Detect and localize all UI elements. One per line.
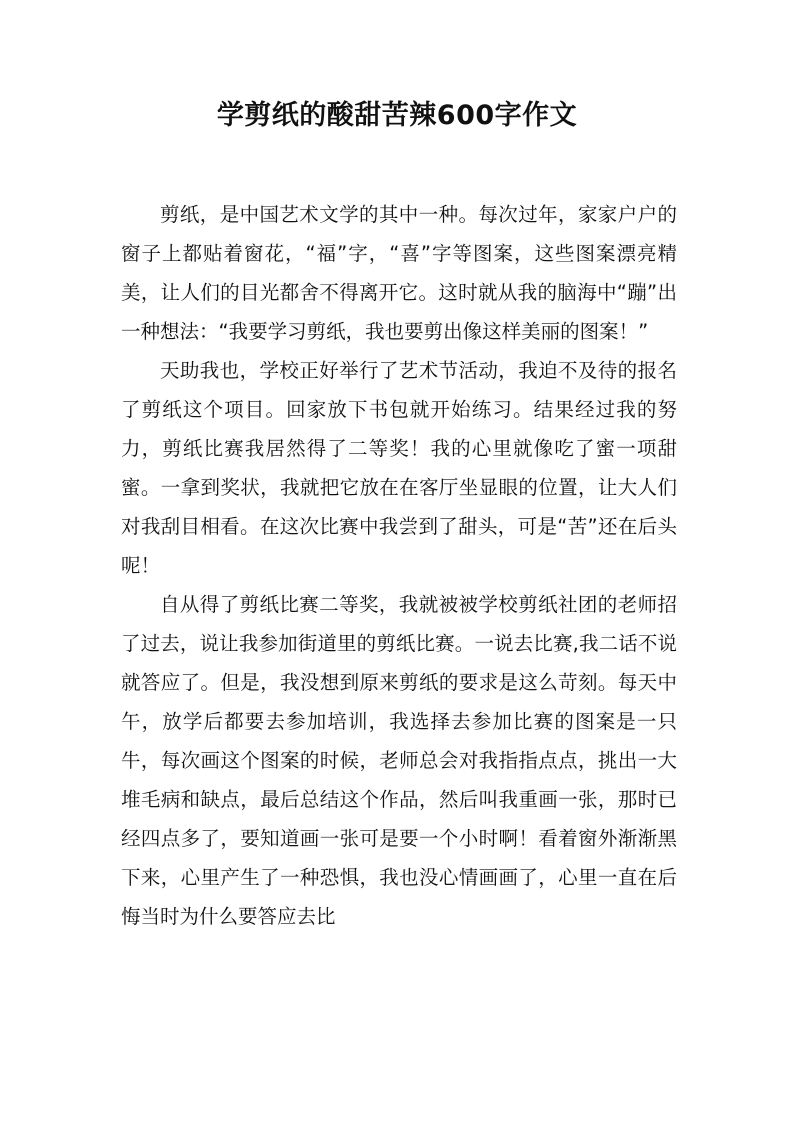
document-body — [121, 195, 677, 936]
paragraph-3: 自从得了剪纸比赛二等奖，我就被被学校剪纸社团的老师招了过去，说让我参加街道里的剪纸比赛。一说去比赛,我二话不说就答应了。但是，我没想到原来剪纸的要求是这么苛刻。每天中午，放学后都要去参加培训，我选择去参加比赛的图案是一只牛，每次画这个图案的时候，老师总会对我指指点点，挑出一大堆毛病和缺点，最后总结这个作品，然后叫我重画一张，那时已经四点多了，要知道画一张可是要一个小时啊！看着窗外渐渐黑下来，心里产生了一种恐惧，我也没心情画画了，心里一直在后悔当时为什么要答应去比 — [121, 593, 677, 928]
paragraph-1: 剪纸，是中国艺术文学的其中一种。每次过年，家家户户的窗子上都贴着窗花，“福”字，“喜”字等图案，这些图案漂亮精美，让人们的目光都舍不得离开它。这时就从我的脑海中“蹦”出一种想法：“我要学习剪纸，我也要剪出像这样美丽的图案！” — [121, 203, 677, 343]
paragraph-2: 天助我也，学校正好举行了艺术节活动，我迫不及待的报名了剪纸这个项目。回家放下书包就开始练习。结果经过我的努力，剪纸比赛我居然得了二等奖！我的心里就像吃了蜜一项甜蜜。一拿到奖状，我就把它放在在客厅坐显眼的位置，让大人们对我刮目相看。在这次比赛中我尝到了甜头，可是“苦”还在后头呢！ — [121, 359, 677, 577]
document-title: 学剪纸的酸甜苦辣600字作文 — [216, 100, 578, 131]
